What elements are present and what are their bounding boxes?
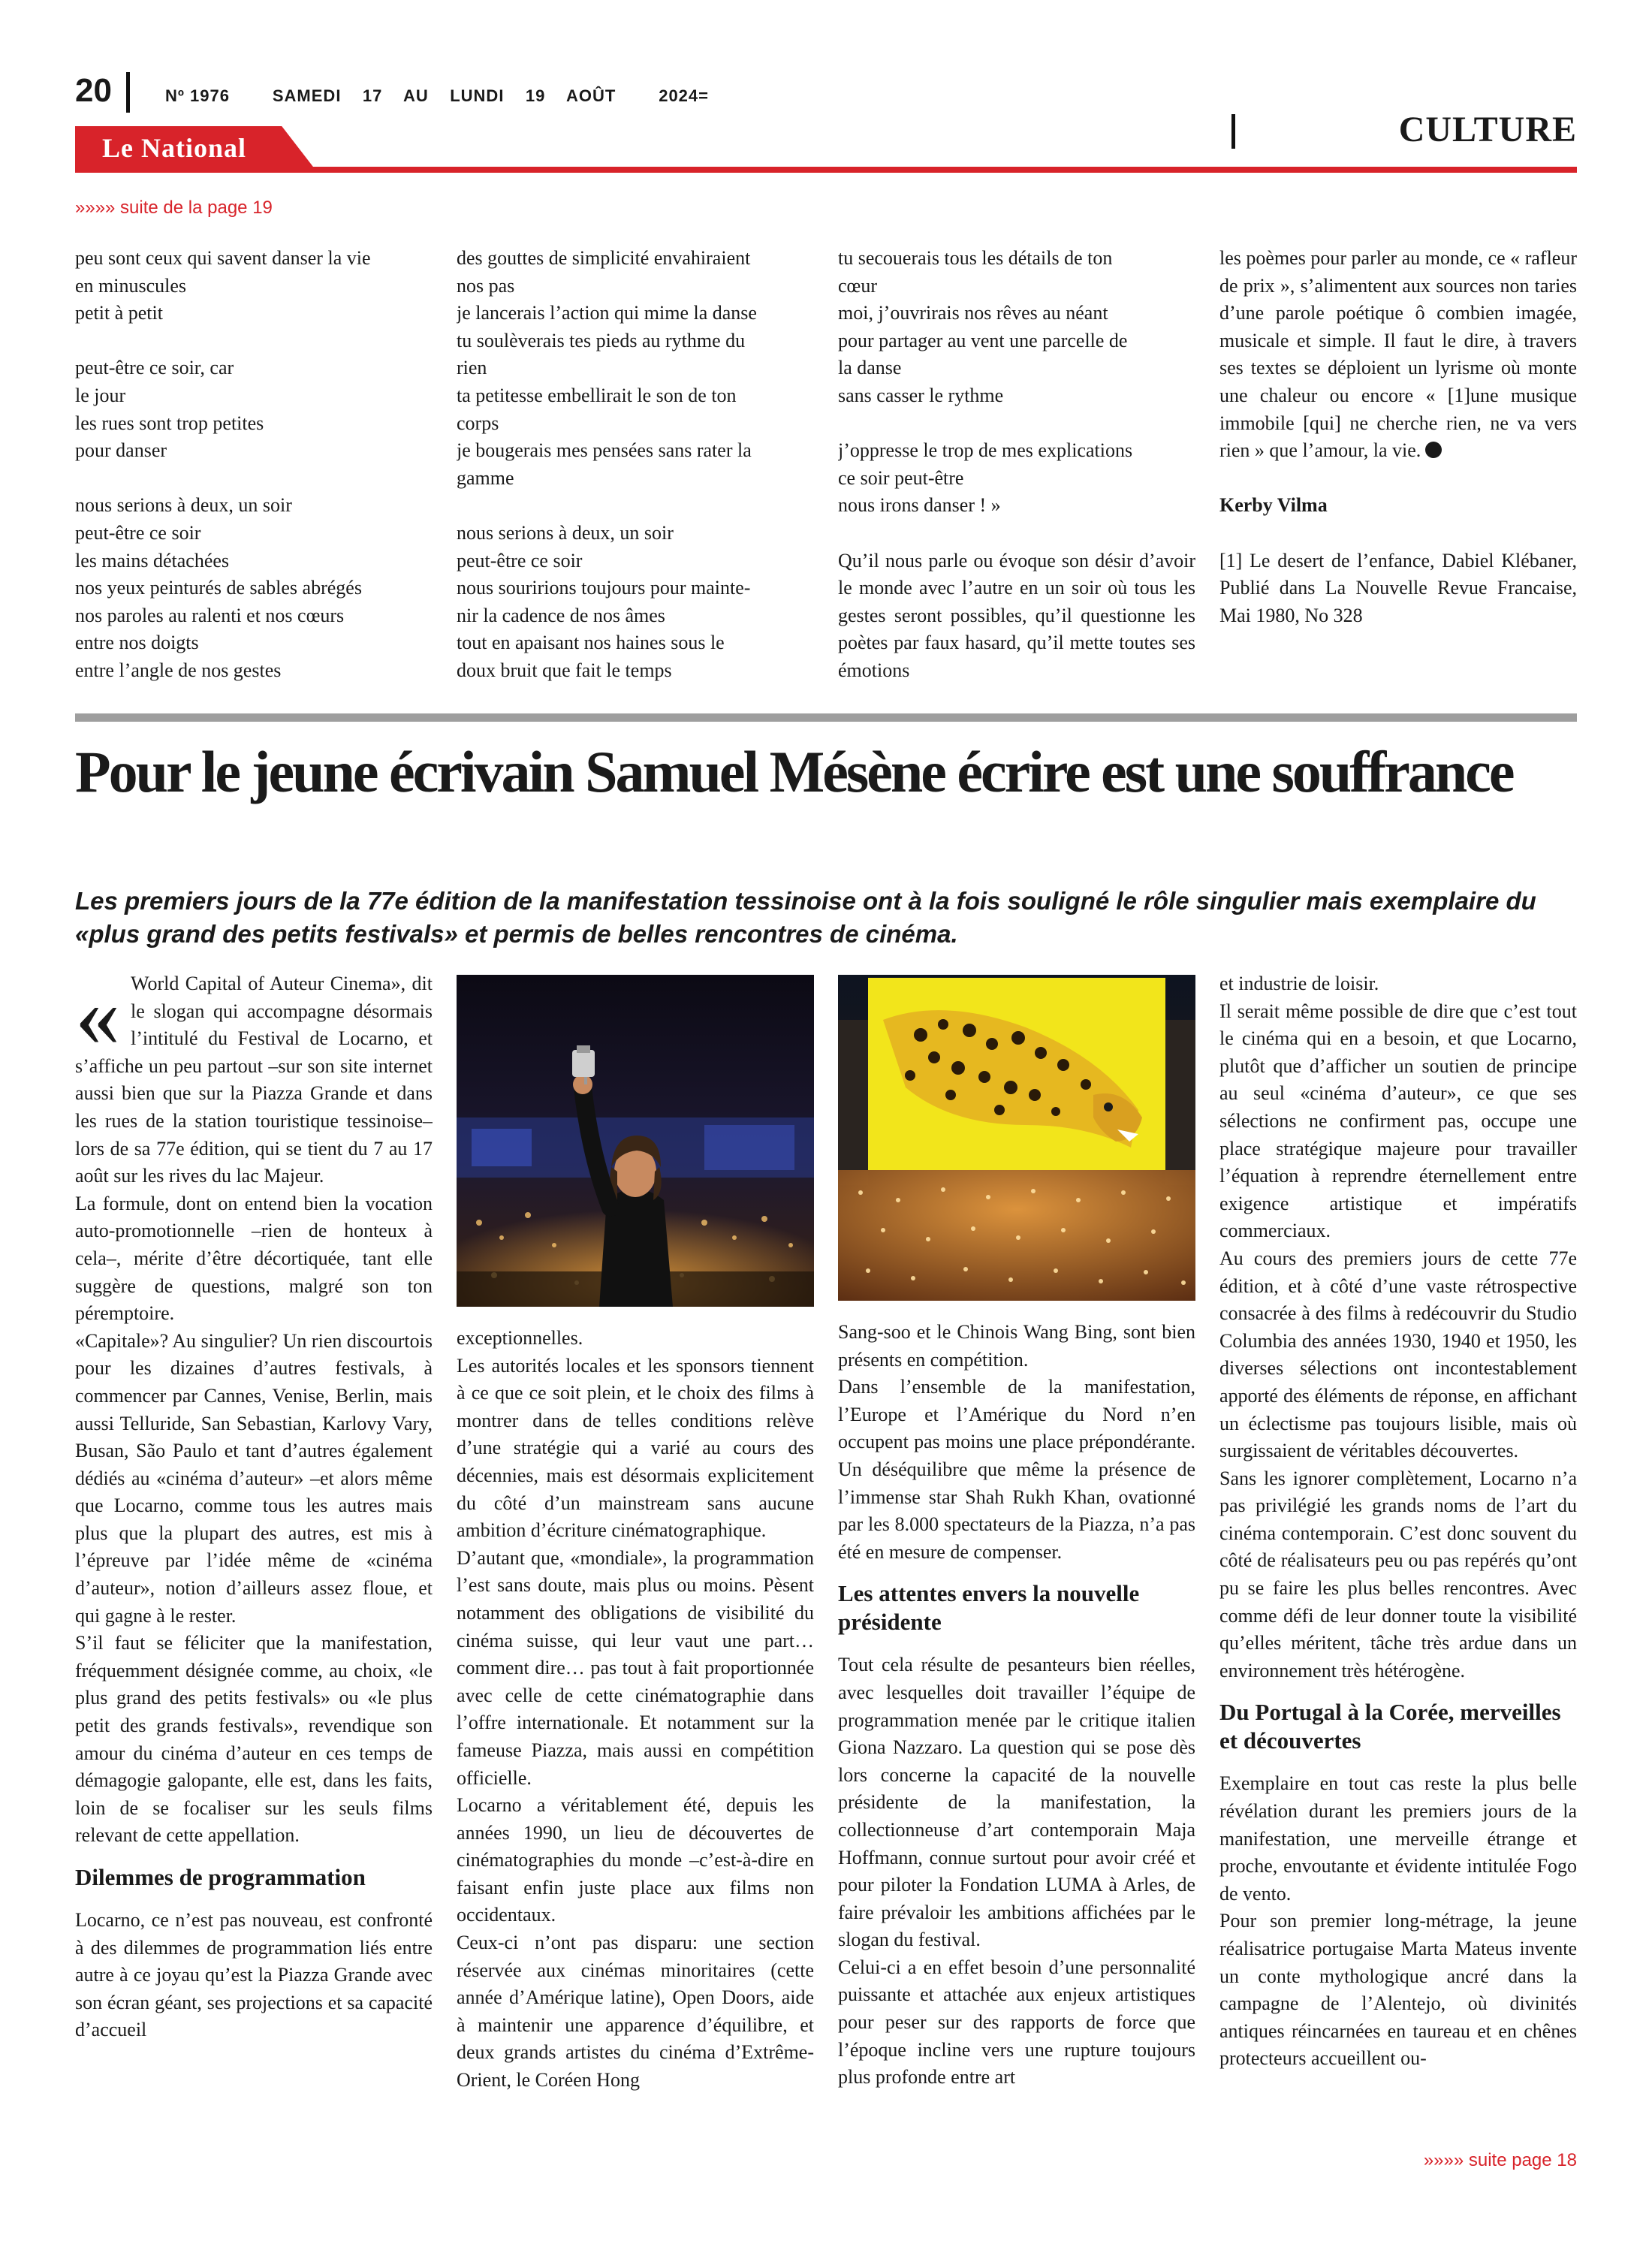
poem-line: les mains détachées — [75, 549, 230, 572]
poem-line: j’oppresse le trop de mes explications — [838, 439, 1133, 462]
subhead-portugal-korea: Du Portugal à la Corée, merveilles et découvertes — [1219, 1699, 1561, 1754]
poem-line: le jour — [75, 384, 126, 406]
poem-line: cœur — [838, 274, 877, 297]
festival-award-photo — [457, 975, 814, 1307]
prose-paragraph: La formule, dont on entend bien la vocation auto-promotionnelle –rien de honteux à cela–, mérite d’être décortiquée, tant elle suggère de questions, malgré son ton péremptoire. — [75, 1192, 433, 1325]
paragraph-group — [838, 1319, 1195, 1566]
prose-paragraph: Les autorités locales et les sponsors tiennent à ce que ce soit plein, et le choix des films à montrer dans de telles conditions relève d’une stratégie qui a varié au cours des décennies, mais est désormais explicitement du côté d’un mainstream sans aucune ambition d’écriture cinématographique. — [457, 1354, 814, 1542]
poem-line: la danse — [838, 357, 902, 379]
article-column-2 — [457, 1325, 814, 2143]
article-headline: Pour le jeune écrivain Samuel Mésène écrire est une souffrance — [75, 739, 1513, 804]
prose-paragraph: exceptionnelles. — [457, 1327, 583, 1349]
poem-line: nos paroles au ralenti et nos cœurs — [75, 604, 345, 626]
prose-paragraph: Celui-ci a en effet besoin d’une personnalité puissante et attachée aux enjeux artistiques pour peser sur des rapports de force que l’époque incline vers une rupture toujours plus profonde entre art — [838, 1956, 1195, 2089]
poem-line: je lancerais l’action qui mime la danse — [457, 302, 757, 324]
piazza-screen-photo — [838, 975, 1195, 1301]
top-column-2 — [457, 245, 814, 685]
article-column-4 — [1219, 970, 1577, 2142]
poem-line: peut-être ce soir, car — [75, 357, 234, 379]
poem-stanzas — [838, 245, 1195, 520]
paragraph-group — [838, 1651, 1195, 2092]
poem-line: tu secouerais tous les détails de ton — [838, 247, 1113, 269]
top-column-4 — [1219, 245, 1577, 629]
poem-line: sans casser le rythme — [838, 384, 1004, 406]
poem-line: nous serions à deux, un soir — [75, 494, 292, 517]
prose-paragraph: S’il faut se féliciter que la manifestation, fréquemment désignée comme, au choix, «le plus grand des petits festivals» ou «le plus petit des grands festivals», revendique son amour du cinéma d’auteur en ces temps de démagogie galopante, elle est, dans les faits, loin de se focaliser sur les seuls films relevant de cette appellation. — [75, 1632, 433, 1847]
poem-line: nir la cadence de nos âmes — [457, 604, 665, 626]
poem-line: nos pas — [457, 274, 515, 297]
prose-paragraph: Sans les ignorer complètement, Locarno n’a pas privilégié les grands noms de l’art du cinéma contemporain. C’est donc souvent du côté de réalisateurs peu ou pas repérés qu’ont pu se faire les plus belles rencontres. Avec comme défi de leur donner toute la visibilité qu’elles méritent, tâche très ardue dans un environnement très hétérogène. — [1219, 1467, 1577, 1681]
poem-stanza — [838, 437, 1195, 520]
prose-paragraph: D’autant que, «mondiale», la programmation l’est sans doute, mais plus ou moins. Pèsent notamment des obligations de visibilité du cinéma suisse, qui leur vaut une part… comment dire… pas tout à fait proportionnée avec celle de cette cinématographie dans l’offre internationale. Et notamment sur la fameuse Piazza, mais aussi en compétition officielle. — [457, 1546, 814, 1789]
prose-paragraph: Ceux-ci n’ont pas disparu: une section réservée aux cinémas minoritaires (cette année d’Amérique latine), Open Doors, aide à maintenir une apparence d’équilibre, et deux grands artistes du cinéma d’Extrême-Orient, le Coréen Hong — [457, 1932, 814, 2092]
poem-stanza — [838, 245, 1195, 410]
poem-line: nous irons danser ! » — [838, 494, 1001, 517]
prose-paragraph: et industrie de loisir. — [1219, 973, 1379, 994]
poem-line: entre l’angle de nos gestes — [75, 659, 282, 681]
poem-line: pour partager au vent une parcelle de — [838, 329, 1128, 351]
poem-line: tout en apaisant nos haines sous le — [457, 632, 725, 654]
prose-paragraph: World Capital of Auteur Cinema», dit le slogan qui accompagne désormais l’intitulé du Festival de Locarno, et s’affiche un peu partout –sur son site internet aussi bien que sur la Piazza Grande et dans les rues de la station touristique tessinoise– lors de sa 77e édition, qui se tient du 7 au 17 août sur les rives du lac Majeur. — [75, 973, 433, 1187]
section-name: CULTURE — [1398, 110, 1577, 149]
poem-line: nous serions à deux, un soir — [457, 521, 674, 544]
author-byline: Kerby Vilma — [1219, 494, 1328, 517]
article-deck: Les premiers jours de la 77e édition de la manifestation tessinoise ont à la fois souligné le rôle singulier mais exemplaire du «plus grand des petits festivals» et permis de belles rencontres de cinéma. — [75, 887, 1536, 948]
top-column-3 — [838, 245, 1195, 685]
poem-line: rien — [457, 357, 487, 379]
prose-paragraph: Au cours des premiers jours de cette 77e édition, et à côté d’une vaste rétrospective consacrée à des films à redécouvrir du Studio Columbia des années 1930, 1940 et 1950, les diverses sélections ont incontestablement apporté des éléments de réponse, en affichant un éclectisme pas toujours lisible, mais où surgissaient de véritables découvertes. — [1219, 1247, 1577, 1462]
piazza-grande-illustration — [838, 975, 1195, 1301]
poem-line: peu sont ceux qui savent danser la vie — [75, 247, 371, 269]
poem-line: en minuscules — [75, 274, 187, 297]
poem-line: doux bruit que fait le temps — [457, 659, 672, 681]
poem-line: nos yeux peinturés de sables abrégés — [75, 577, 362, 599]
continued-to-link[interactable]: »»»» suite page 18 — [1423, 2150, 1577, 2170]
prose-paragraph: Dans l’ensemble de la manifestation, l’Europe et l’Amérique du Nord n’en occupent pas moins une place prépondérante. Un déséquilibre que même la présence de l’immense star Shah Rukh Khan, ovationné par les 8.000 spectateurs de la Piazza, n’a pas été en mesure de compenser. — [838, 1376, 1195, 1563]
paragraph-group — [1219, 1770, 1577, 2073]
poem-stanza — [75, 354, 433, 464]
award-scene-illustration — [457, 975, 814, 1307]
header-rule — [75, 167, 1577, 173]
prose-paragraph: Locarno, ce n’est pas nouveau, est confronté à des dilemmes de programmation liés entre autre à ce joyau qu’est la Piazza Grande avec son écran géant, ses projections et sa capacité d’accueil — [75, 1909, 433, 2041]
drop-cap: « — [75, 970, 120, 1065]
poem-line: peut-être ce soir — [457, 549, 583, 572]
prose-paragraph: Qu’il nous parle ou évoque son désir d’avoir le monde avec l’autre en un soir où tous les gestes seront possibles, qu’il questionne les poètes par faux hasard, qu’il mette toutes ses émotions — [838, 549, 1195, 681]
page-number: 20 — [75, 72, 112, 109]
poem-line: gamme — [457, 466, 514, 489]
prose-paragraph: Pour son premier long-métrage, la jeune réalisatrice portugaise Marta Mateus invente un conte mythologique ancré dans la campagne de l’Alentejo, où divinités antiques réincarnées en taureau et en chênes protecteurs accueillent ou- — [1219, 1910, 1577, 2070]
article-column-1 — [75, 970, 433, 2142]
poem-line: ta petitesse embellirait le son de ton — [457, 384, 737, 406]
poem-line: peut-être ce soir — [75, 521, 201, 544]
poem-line: des gouttes de simplicité envahiraient — [457, 247, 751, 269]
poem-line: moi, j’ouvrirais nos rêves au néant — [838, 302, 1108, 324]
prose-paragraph: Exemplaire en tout cas reste la plus belle révélation durant les premiers jours de la manifestation, une merveille étrange et proche, envoutante et évidente intitulée Fogo de vento. — [1219, 1772, 1577, 1905]
poem-line: nous souririons toujours pour mainte- — [457, 577, 751, 599]
poem-line: entre nos doigts — [75, 632, 199, 654]
poem-stanza — [75, 245, 433, 327]
article-divider — [75, 713, 1577, 722]
poem-line: je bougerais mes pensées sans rater la — [457, 439, 752, 462]
poem-stanza — [457, 245, 814, 492]
poem-line: tu soulèverais tes pieds au rythme du — [457, 329, 746, 351]
prose-paragraph: Il serait même possible de dire que c’est tout le cinéma qui en a besoin, et que Locarno, plutôt que d’afficher un soutien de principe au seul «cinéma d’auteur», ce que ses sélections ne confirment pas, occupe une place stratégique majeure pour travailler l’équation à reprendre éternellement entre exigence artistique et impératifs commerciaux. — [1219, 1000, 1577, 1242]
poem-line: ce soir peut-être — [838, 466, 964, 489]
section-divider — [1231, 114, 1235, 149]
prose-paragraph: Tout cela résulte de pesanteurs bien réelles, avec lesquelles doit travailler l’équipe de programmation menée par le critique italien Giona Nazzaro. La question qui se pose dès lors concerne la capacité de la nouvelle présidente de la manifestation, la collectionneuse d’art contemporain Maja Hoffmann, connue surtout pour avoir créé et pour piloter la Fondation LUMA à Arles, de faire prévaloir les ambitions affichées par le slogan du festival. — [838, 1654, 1195, 1951]
poem-stanza — [75, 492, 433, 684]
article-column-3 — [838, 1319, 1195, 2143]
poem-line: pour danser — [75, 439, 167, 462]
subhead-new-president: Les attentes envers la nouvelle présidente — [838, 1580, 1140, 1636]
header-divider — [126, 72, 130, 113]
issue-info: Nº 1976 SAMEDI 17 AU LUNDI 19 AOÛT 2024= — [165, 86, 709, 105]
continued-from-link[interactable]: »»»» suite de la page 19 — [75, 198, 273, 218]
paragraph-group — [75, 970, 433, 1850]
brand-name: Le National — [102, 133, 247, 163]
poem-line: petit à petit — [75, 302, 163, 324]
poem-line: les rues sont trop petites — [75, 412, 264, 434]
top-column-1 — [75, 245, 433, 685]
prose-paragraph: Locarno a véritablement été, depuis les années 1990, un lieu de découvertes de cinématographies du monde –c’est-à-dire en faisant enfin juste place aux films non occidentaux. — [457, 1794, 814, 1926]
prose-paragraph: Sang-soo et le Chinois Wang Bing, sont bien présents en compétition. — [838, 1321, 1195, 1371]
poem-line: corps — [457, 412, 499, 434]
prose-paragraph: les poèmes pour parler au monde, ce « rafleur de prix », s’alimentent aux sources non taries d’une parole poétique ô combien imagée, musicale et simple. Il faut le dire, à travers ses textes se déploient un lyrisme où monte une chaleur ou encore « [1]une musique immobile [qui] ne cherche rien, ne va vers rien » que l’amour, la vie. — [1219, 247, 1577, 462]
end-mark-icon — [1425, 442, 1442, 458]
footnote: [1] Le desert de l’enfance, Dabiel Klébaner, Publié dans La Nouvelle Revue Francaise, Mai 1980, No 328 — [1219, 549, 1577, 626]
subhead-programming-dilemmas: Dilemmes de programmation — [75, 1864, 366, 1890]
poem-stanza — [457, 520, 814, 685]
paragraph-group — [1219, 970, 1577, 1684]
prose-paragraph: «Capitale»? Au singulier? Un rien discourtois pour les dizaines d’autres festivals, à commencer par Cannes, Venise, Berlin, mais aussi Telluride, San Sebastian, Karlovy Vary, Busan, São Paulo et tant d’autres également dédiés au «cinéma d’auteur» –et alors même que Locarno, comme tous les autres mais plus que la plupart des autres, est mis à l’épreuve par l’idée même de «cinéma d’auteur», notion d’ailleurs assez floue, et qui gagne à le rester. — [75, 1329, 433, 1627]
